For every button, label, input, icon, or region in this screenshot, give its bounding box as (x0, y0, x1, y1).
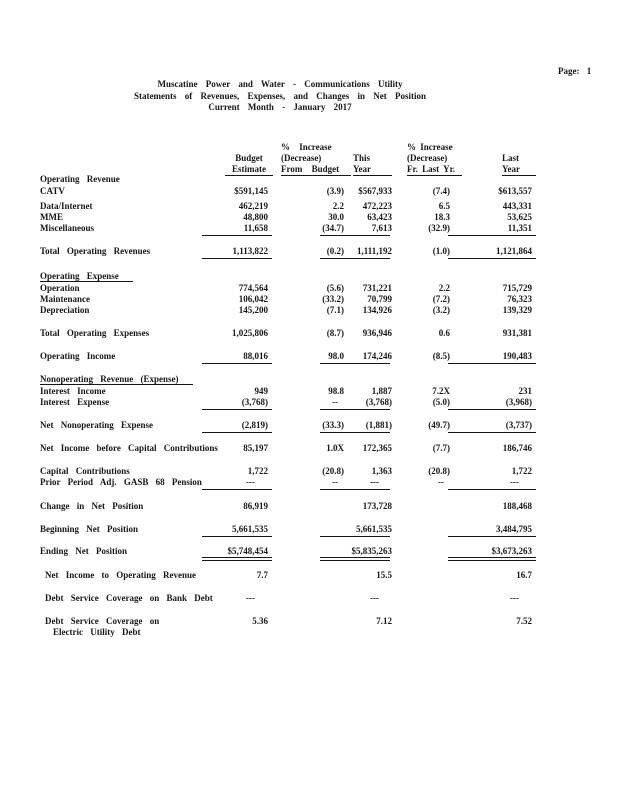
row-total-operating-expenses-budget-estimate: 1,025,806 (232, 328, 268, 338)
row-mme-pct-from-last-year: 18.3 (434, 212, 450, 222)
row-beginning-net-position-budget-estimate: 5,661,535 (202, 524, 268, 535)
row-operating-income-last-year-rule (448, 363, 536, 364)
row-total-operating-expenses (40, 328, 540, 339)
row-total-operating-revenues-this-year: 1,111,192 (344, 246, 392, 257)
section-operating-expense (40, 271, 540, 282)
row-ending-net-position-budget-estimate: $5,748,454 (202, 546, 268, 557)
row-net-nonoperating-expense-budget-estimate: (2,819) (202, 420, 268, 431)
row-total-operating-revenues-budget-estimate-rule (202, 258, 272, 259)
row-operating-income-this-year-rule (320, 363, 390, 364)
row-miscellaneous (40, 223, 540, 234)
row-total-operating-revenues-pct-from-budget: (0.2) (326, 246, 344, 256)
section-nonoperating-revenue-expense (40, 374, 540, 385)
row-beginning-net-position-pct-from-last-year (392, 524, 450, 535)
row-interest-expense-budget-estimate-rule (202, 409, 272, 410)
row-capital-contributions-pct-from-last-year: (20.8) (428, 466, 450, 476)
row-debt-service-coverage-bank-debt-label: Debt Service Coverage on Bank Debt (45, 593, 213, 603)
row-catv-budget-estimate: $591,145 (234, 186, 268, 196)
row-operation-budget-estimate: 774,564 (238, 283, 268, 293)
section-nonoperating-revenue-expense-this-year (344, 374, 392, 385)
row-capital-contributions-pct-from-budget: (20.8) (322, 466, 344, 476)
column-header-this-year: This Year (353, 153, 392, 176)
row-total-operating-revenues-this-year-rule (320, 258, 390, 259)
row-depreciation-label: Depreciation (40, 305, 90, 315)
section-nonoperating-revenue-expense-label: Nonoperating Revenue (Expense) (40, 374, 202, 385)
row-ending-net-position-last-year-rule (448, 557, 536, 561)
row-prior-period-adj-gasb-68-pension-this-year: --- (344, 477, 392, 488)
row-miscellaneous-pct-from-budget: (34.7) (322, 223, 344, 233)
row-catv (40, 186, 540, 197)
row-miscellaneous-this-year: 7,613 (344, 223, 392, 234)
row-operating-income-budget-estimate-rule (202, 363, 272, 364)
row-operating-income-pct-from-budget: 98.0 (328, 351, 344, 361)
row-operation-pct-from-last-year: 2.2 (438, 283, 450, 293)
row-ending-net-position-pct-from-last-year (392, 546, 450, 557)
row-operation-pct-from-budget: (5.6) (326, 283, 344, 293)
row-ending-net-position-label: Ending Net Position (40, 546, 128, 556)
column-header-pct-from-budget: % Increase (Decrease) From Budget (281, 142, 351, 176)
row-ending-net-position (40, 546, 540, 557)
row-net-nonoperating-expense-budget-estimate-rule (202, 432, 272, 433)
row-net-income-before-capital-contributions (40, 443, 540, 454)
row-prior-period-adj-gasb-68-pension-budget-estimate: --- (202, 477, 268, 488)
row-total-operating-revenues (40, 246, 540, 257)
row-net-income-to-operating-revenue-last-year: 16.7 (516, 570, 532, 580)
row-prior-period-adj-gasb-68-pension-this-year-rule (320, 489, 390, 490)
row-mme-label: MME (40, 212, 63, 222)
row-net-nonoperating-expense-label: Net Nonoperating Expense (40, 420, 153, 430)
row-maintenance-budget-estimate: 106,042 (238, 294, 268, 304)
row-beginning-net-position-budget-estimate-rule (202, 536, 272, 537)
row-net-nonoperating-expense-last-year: (3,737) (450, 420, 532, 431)
row-net-nonoperating-expense-last-year-rule (448, 432, 536, 433)
row-depreciation-pct-from-last-year: (3.2) (432, 305, 450, 315)
row-maintenance-last-year: 76,323 (507, 294, 532, 304)
row-beginning-net-position-label: Beginning Net Position (40, 524, 139, 534)
row-prior-period-adj-gasb-68-pension-last-year-rule (448, 489, 536, 490)
row-interest-expense-budget-estimate: (3,768) (202, 397, 268, 408)
row-maintenance-label: Maintenance (40, 294, 90, 304)
row-net-income-before-capital-contributions-pct-from-last-year: (7.7) (432, 443, 450, 453)
row-prior-period-adj-gasb-68-pension-pct-from-last-year: -- (438, 477, 444, 487)
row-capital-contributions-last-year: 1,722 (511, 466, 532, 476)
row-change-in-net-position-last-year: 188,468 (502, 501, 532, 511)
row-interest-expense-last-year-rule (448, 409, 536, 410)
row-maintenance-pct-from-last-year: (7.2) (432, 294, 450, 304)
row-debt-service-coverage-electric-utility-debt (40, 616, 540, 638)
section-nonoperating-revenue-expense-budget-estimate (202, 374, 268, 385)
row-data-internet-pct-from-budget: 2.2 (332, 201, 344, 211)
row-data-internet (40, 201, 540, 212)
row-depreciation (40, 305, 540, 316)
row-miscellaneous-last-year-rule (448, 235, 536, 236)
section-operating-revenue-pct-from-budget (268, 174, 344, 185)
row-beginning-net-position (40, 524, 540, 535)
section-operating-expense-label: Operating Expense (40, 271, 202, 282)
row-net-income-to-operating-revenue-budget-estimate: 7.7 (256, 570, 268, 580)
title-line-2: Statements of Revenues, Expenses, and Changes in Net Position (133, 90, 426, 101)
row-miscellaneous-budget-estimate-rule (202, 235, 272, 236)
row-net-income-to-operating-revenue-pct-from-budget (268, 570, 344, 581)
row-beginning-net-position-last-year: 3,484,795 (450, 524, 532, 535)
row-miscellaneous-last-year: 11,351 (450, 223, 532, 234)
row-net-nonoperating-expense-pct-from-budget: (33.3) (322, 420, 344, 430)
row-change-in-net-position-pct-from-last-year (392, 501, 450, 512)
row-mme-this-year: 63,423 (367, 212, 392, 222)
row-prior-period-adj-gasb-68-pension-last-year: --- (450, 477, 532, 488)
row-operation-label: Operation (40, 283, 80, 293)
row-operating-income-label: Operating Income (40, 351, 116, 361)
row-net-income-to-operating-revenue (40, 570, 540, 581)
row-interest-expense-pct-from-last-year: (5.0) (432, 397, 450, 407)
row-capital-contributions-this-year: 1,363 (371, 466, 392, 476)
row-interest-expense-this-year-rule (320, 409, 390, 410)
row-change-in-net-position (40, 501, 540, 512)
report-title (35, 79, 525, 114)
row-debt-service-coverage-bank-debt-last-year: --- (510, 593, 519, 603)
row-ending-net-position-last-year: $3,673,263 (450, 546, 532, 557)
row-net-income-before-capital-contributions-label: Net Income before Capital Contributions (40, 443, 218, 453)
row-data-internet-last-year: 443,331 (502, 201, 532, 211)
row-ending-net-position-this-year: $5,835,263 (344, 546, 392, 557)
row-change-in-net-position-this-year: 173,728 (362, 501, 392, 511)
row-change-in-net-position-pct-from-budget (268, 501, 344, 512)
section-operating-expense-budget-estimate (202, 271, 268, 282)
row-prior-period-adj-gasb-68-pension-label: Prior Period Adj. GASB 68 Pension (40, 477, 202, 487)
column-header-last-year: Last Year (502, 153, 536, 176)
row-mme-last-year: 53,625 (507, 212, 532, 222)
row-depreciation-budget-estimate: 145,200 (238, 305, 268, 315)
section-nonoperating-revenue-expense-last-year (450, 374, 532, 385)
title-line-3: Current Month - January 2017 (208, 102, 352, 112)
row-interest-income (40, 386, 540, 397)
row-total-operating-revenues-last-year-rule (448, 258, 536, 259)
row-operating-income (40, 351, 540, 362)
row-total-operating-revenues-label: Total Operating Revenues (40, 246, 151, 256)
row-data-internet-label: Data/Internet (40, 201, 93, 211)
row-capital-contributions-budget-estimate: 1,722 (247, 466, 268, 476)
row-miscellaneous-pct-from-last-year: (32.9) (428, 223, 450, 233)
row-total-operating-expenses-label: Total Operating Expenses (40, 328, 150, 338)
row-net-income-before-capital-contributions-this-year: 172,365 (362, 443, 392, 453)
row-debt-service-coverage-electric-utility-debt-last-year: 7.52 (516, 616, 532, 626)
row-miscellaneous-budget-estimate: 11,658 (202, 223, 268, 234)
row-debt-service-coverage-bank-debt-pct-from-budget (268, 593, 344, 604)
row-depreciation-this-year: 134,926 (362, 305, 392, 315)
row-operation-last-year: 715,729 (502, 283, 532, 293)
row-interest-expense-label: Interest Expense (40, 397, 110, 407)
section-nonoperating-revenue-expense-pct-from-last-year (392, 374, 450, 385)
row-maintenance-pct-from-budget: (33.2) (322, 294, 344, 304)
row-mme-pct-from-budget: 30.0 (328, 212, 344, 222)
row-operation-this-year: 731,221 (362, 283, 392, 293)
row-debt-service-coverage-electric-utility-debt-this-year: 7.12 (376, 616, 392, 626)
row-data-internet-pct-from-last-year: 6.5 (438, 201, 450, 211)
table-rows (40, 174, 540, 638)
row-debt-service-coverage-electric-utility-debt-label: Debt Service Coverage on Electric Utility Debt (45, 616, 160, 637)
row-ending-net-position-this-year-rule (320, 557, 390, 561)
row-operating-income-last-year: 190,483 (450, 351, 532, 362)
row-interest-income-label: Interest Income (40, 386, 106, 396)
row-total-operating-expenses-pct-from-last-year: 0.6 (438, 328, 450, 338)
row-total-operating-revenues-pct-from-last-year: (1.0) (432, 246, 450, 256)
row-catv-last-year: $613,557 (498, 186, 532, 196)
row-beginning-net-position-last-year-rule (448, 536, 536, 537)
section-operating-expense-this-year (344, 271, 392, 282)
row-debt-service-coverage-bank-debt-this-year: --- (370, 593, 379, 603)
row-prior-period-adj-gasb-68-pension-pct-from-budget: -- (332, 477, 338, 487)
row-capital-contributions (40, 466, 540, 477)
section-operating-revenue-this-year (344, 174, 392, 185)
row-net-nonoperating-expense-pct-from-last-year: (49.7) (428, 420, 450, 430)
row-net-income-to-operating-revenue-pct-from-last-year (392, 570, 450, 581)
row-total-operating-expenses-this-year: 936,946 (362, 328, 392, 338)
section-operating-expense-pct-from-budget (268, 271, 344, 282)
row-operating-income-pct-from-last-year: (8.5) (432, 351, 450, 361)
row-mme (40, 212, 540, 223)
row-depreciation-pct-from-budget: (7.1) (326, 305, 344, 315)
section-operating-revenue-last-year (450, 174, 532, 185)
row-operating-income-budget-estimate: 88,016 (202, 351, 268, 362)
row-interest-expense-this-year: (3,768) (344, 397, 392, 408)
row-change-in-net-position-budget-estimate: 86,919 (243, 501, 268, 511)
row-maintenance-this-year: 70,799 (367, 294, 392, 304)
row-interest-expense-last-year: (3,968) (450, 397, 532, 408)
row-total-operating-revenues-budget-estimate: 1,113,822 (202, 246, 268, 257)
row-catv-pct-from-last-year: (7.4) (432, 186, 450, 196)
section-operating-expense-last-year (450, 271, 532, 282)
section-nonoperating-revenue-expense-pct-from-budget (268, 374, 344, 385)
row-beginning-net-position-this-year: 5,661,535 (344, 524, 392, 535)
title-line-1: Muscatine Power and Water - Communications Utility (157, 79, 403, 89)
row-total-operating-expenses-pct-from-budget: (8.7) (326, 328, 344, 338)
row-interest-expense-pct-from-budget: -- (332, 397, 338, 407)
row-net-nonoperating-expense-this-year: (1,881) (344, 420, 392, 431)
section-operating-revenue (40, 174, 540, 185)
row-debt-service-coverage-bank-debt (40, 593, 540, 604)
row-interest-expense (40, 397, 540, 408)
row-mme-budget-estimate: 48,800 (243, 212, 268, 222)
row-interest-income-last-year: 231 (518, 386, 532, 396)
row-debt-service-coverage-electric-utility-debt-pct-from-last-year (392, 616, 450, 638)
row-net-income-before-capital-contributions-pct-from-budget: 1.0X (326, 443, 344, 453)
row-debt-service-coverage-bank-debt-pct-from-last-year (392, 593, 450, 604)
row-total-operating-expenses-last-year: 931,381 (502, 328, 532, 338)
row-net-income-to-operating-revenue-label: Net Income to Operating Revenue (45, 570, 196, 580)
row-catv-label: CATV (40, 186, 65, 196)
row-debt-service-coverage-bank-debt-budget-estimate: --- (246, 593, 255, 603)
row-interest-income-pct-from-budget: 98.8 (328, 386, 344, 396)
row-data-internet-this-year: 472,223 (362, 201, 392, 211)
row-net-income-before-capital-contributions-budget-estimate: 85,197 (243, 443, 268, 453)
row-maintenance (40, 294, 540, 305)
row-prior-period-adj-gasb-68-pension (40, 477, 540, 488)
page-label: Page: (558, 66, 580, 76)
row-catv-this-year: $567,933 (358, 186, 392, 196)
row-net-income-to-operating-revenue-this-year: 15.5 (376, 570, 392, 580)
row-ending-net-position-budget-estimate-rule (202, 557, 272, 561)
column-header-pct-from-last-year: % Increase (Decrease) Fr. Last Yr. (407, 142, 462, 176)
row-interest-income-this-year: 1,887 (371, 386, 392, 396)
row-ending-net-position-pct-from-budget (268, 546, 344, 557)
section-operating-revenue-label: Operating Revenue (40, 174, 120, 184)
section-operating-revenue-budget-estimate (202, 174, 268, 185)
row-depreciation-last-year: 139,329 (502, 305, 532, 315)
page-number (558, 66, 591, 76)
row-beginning-net-position-pct-from-budget (268, 524, 344, 535)
row-change-in-net-position-label: Change in Net Position (40, 501, 144, 511)
row-interest-income-budget-estimate: 949 (254, 386, 268, 396)
row-miscellaneous-this-year-rule (320, 235, 390, 236)
row-net-nonoperating-expense-this-year-rule (320, 432, 390, 433)
row-catv-pct-from-budget: (3.9) (326, 186, 344, 196)
row-miscellaneous-label: Miscellaneous (40, 223, 94, 233)
row-interest-income-pct-from-last-year: 7.2X (432, 386, 450, 396)
row-capital-contributions-label: Capital Contributions (40, 466, 130, 476)
row-data-internet-budget-estimate: 462,219 (238, 201, 268, 211)
row-beginning-net-position-this-year-rule (320, 536, 390, 537)
section-operating-expense-pct-from-last-year (392, 271, 450, 282)
row-debt-service-coverage-electric-utility-debt-pct-from-budget (268, 616, 344, 638)
row-operation (40, 283, 540, 294)
row-operating-income-this-year: 174,246 (344, 351, 392, 362)
row-debt-service-coverage-electric-utility-debt-budget-estimate: 5.36 (252, 616, 268, 626)
column-header-budget-estimate: Budget Estimate (225, 153, 273, 176)
page-value: 1 (586, 66, 592, 76)
row-net-nonoperating-expense (40, 420, 540, 431)
row-total-operating-revenues-last-year: 1,121,864 (450, 246, 532, 257)
row-prior-period-adj-gasb-68-pension-budget-estimate-rule (202, 489, 272, 490)
section-operating-revenue-pct-from-last-year (392, 174, 450, 185)
row-net-income-before-capital-contributions-last-year: 186,746 (502, 443, 532, 453)
